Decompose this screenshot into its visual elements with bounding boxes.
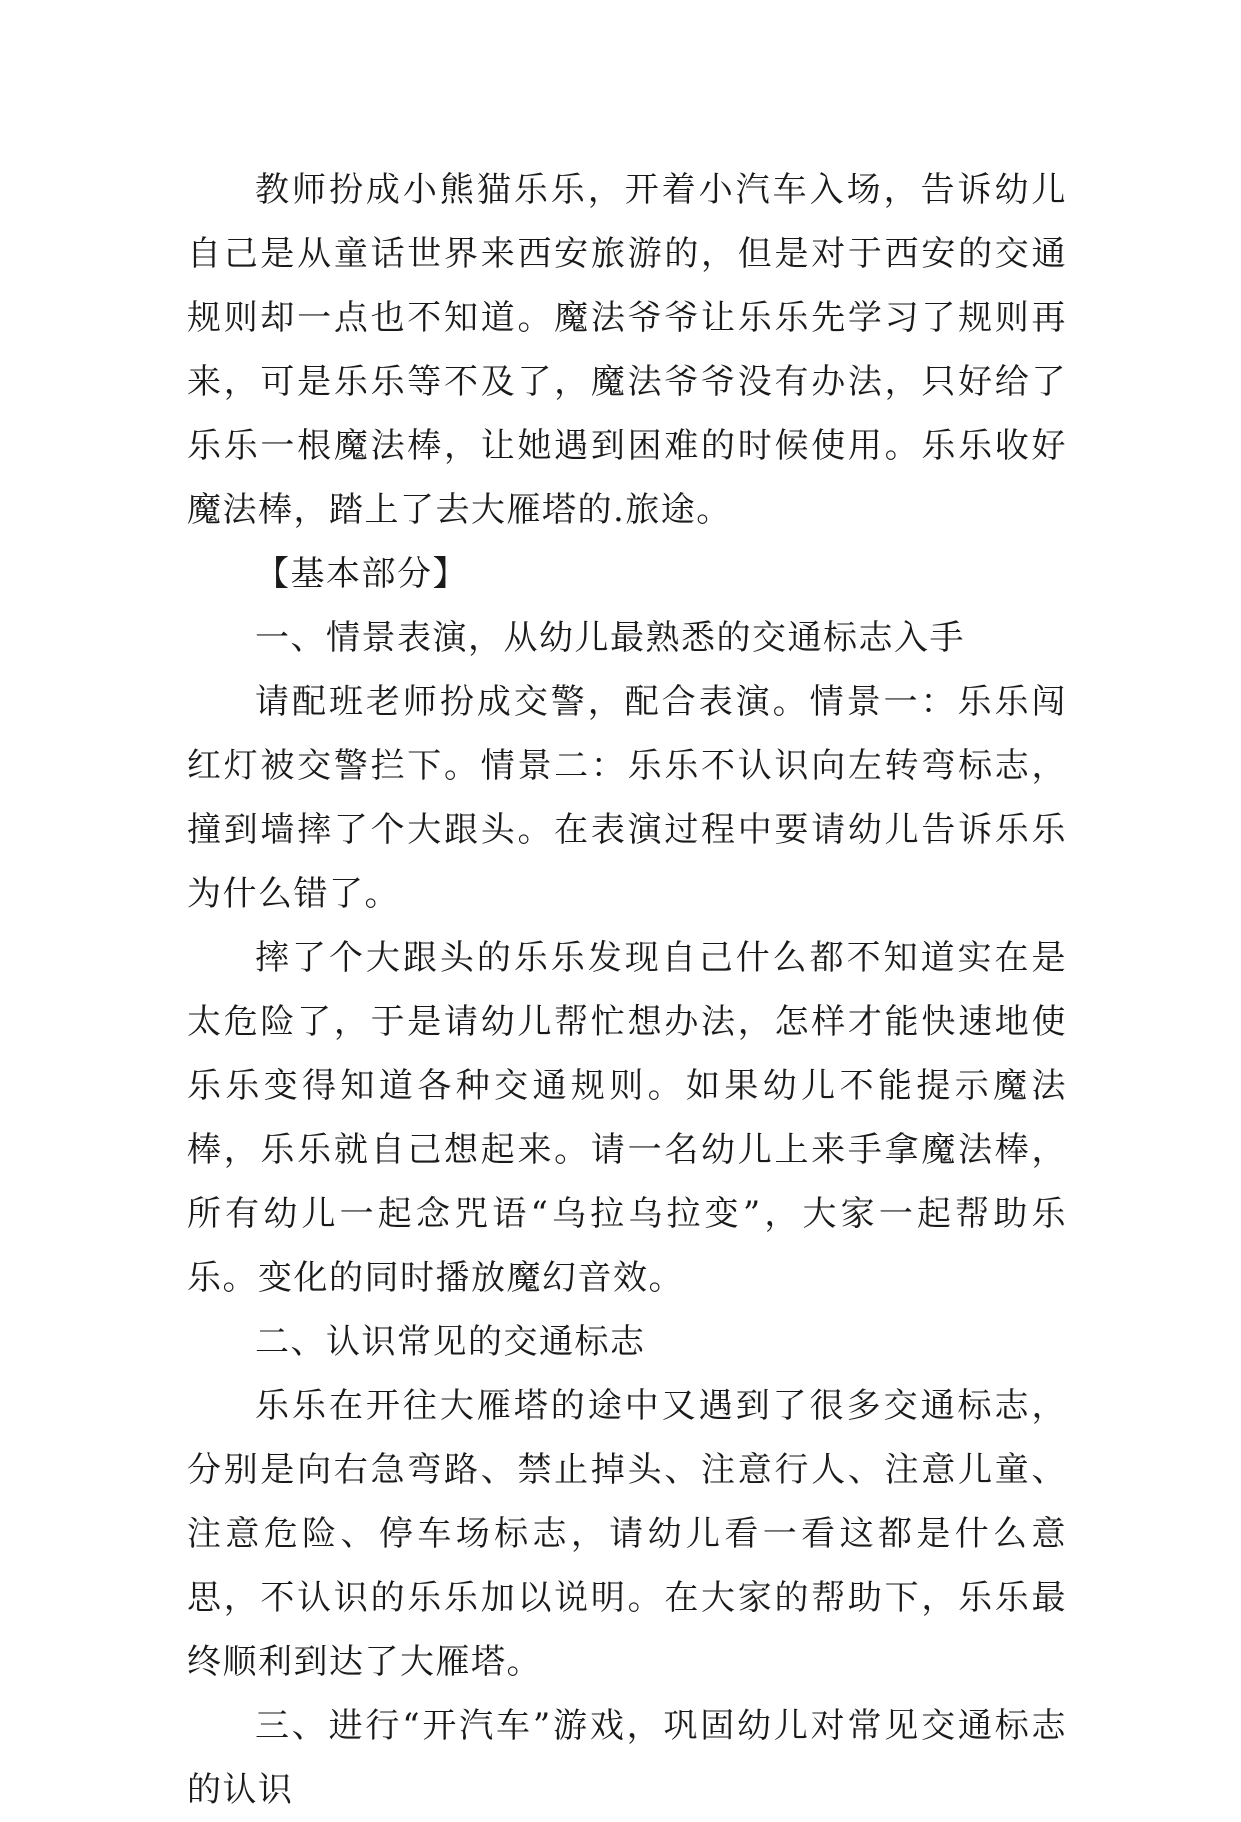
paragraph-role-play: 请配班老师扮成交警，配合表演。情景一：乐乐闯红灯被交警拦下。情景二：乐乐不认识向左转弯标志，撞到墙摔了个大跟头。在表演过程中要请幼儿告诉乐乐为什么错了。 [187,682,1067,914]
step-heading-2: 二、认识常见的交通标志 [255,1322,646,1362]
step-heading-3: 三、进行“开汽车”游戏，巩固幼儿对常见交通标志的认识 [187,1706,1067,1810]
step-heading-1: 一、情景表演，从幼儿最熟悉的交通标志入手 [255,618,965,658]
paragraph-traffic-signs: 乐乐在开往大雁塔的途中又遇到了很多交通标志，分别是向右急弯路、禁止掉头、注意行人、注意儿童、注意危险、停车场标志，请幼儿看一看这都是什么意思，不认识的乐乐加以说明。在大家的帮助下，乐乐最终顺利到达了大雁塔。 [187,1386,1067,1682]
document-body [187,158,1067,1822]
paragraph-magic-wand: 摔了个大跟头的乐乐发现自己什么都不知道实在是太危险了，于是请幼儿帮忙想办法，怎样才能快速地使乐乐变得知道各种交通规则。如果幼儿不能提示魔法棒，乐乐就自己想起来。请一名幼儿上来手拿魔法棒，所有幼儿一起念咒语“乌拉乌拉变”，大家一起帮助乐乐。变化的同时播放魔幻音效。 [187,938,1067,1298]
paragraph-intro-story: 教师扮成小熊猫乐乐，开着小汽车入场，告诉幼儿自己是从童话世界来西安旅游的，但是对于西安的交通规则却一点也不知道。魔法爷爷让乐乐先学习了规则再来，可是乐乐等不及了，魔法爷爷没有办法，只好给了乐乐一根魔法棒，让她遇到困难的时候使用。乐乐收好魔法棒，踏上了去大雁塔的.旅途。 [187,170,1067,530]
section-heading-basic-part: 【基本部分】 [255,554,468,594]
